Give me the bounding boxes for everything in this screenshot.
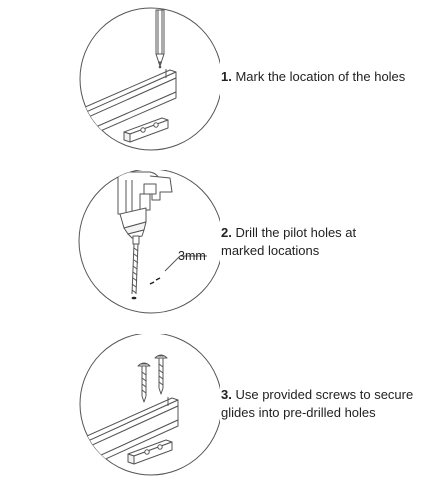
step-3-caption	[221, 386, 441, 422]
step-3-text-line-1: Use provided screws to secure	[235, 387, 414, 402]
step-2-caption	[221, 224, 441, 260]
step-1	[0, 0, 444, 160]
step-3-illustration	[0, 334, 220, 496]
step-2	[0, 170, 444, 330]
step-3-text-line-2: glides into pre-drilled holes	[221, 405, 376, 420]
step-3-number: 3.	[221, 387, 232, 402]
step-1-caption	[221, 68, 441, 86]
step-1-text-line-1: Mark the location of the holes	[235, 69, 406, 84]
step-2-text-line-2: marked locations	[221, 243, 320, 258]
step-3	[0, 334, 444, 494]
pencil-icon	[156, 10, 164, 66]
dimension-label: 3mm	[178, 249, 206, 263]
step-1-number: 1.	[221, 69, 232, 84]
step-1-illustration	[0, 0, 220, 162]
step-2-number: 2.	[221, 225, 232, 240]
step-2-text-line-1: Drill the pilot holes at	[235, 225, 357, 240]
